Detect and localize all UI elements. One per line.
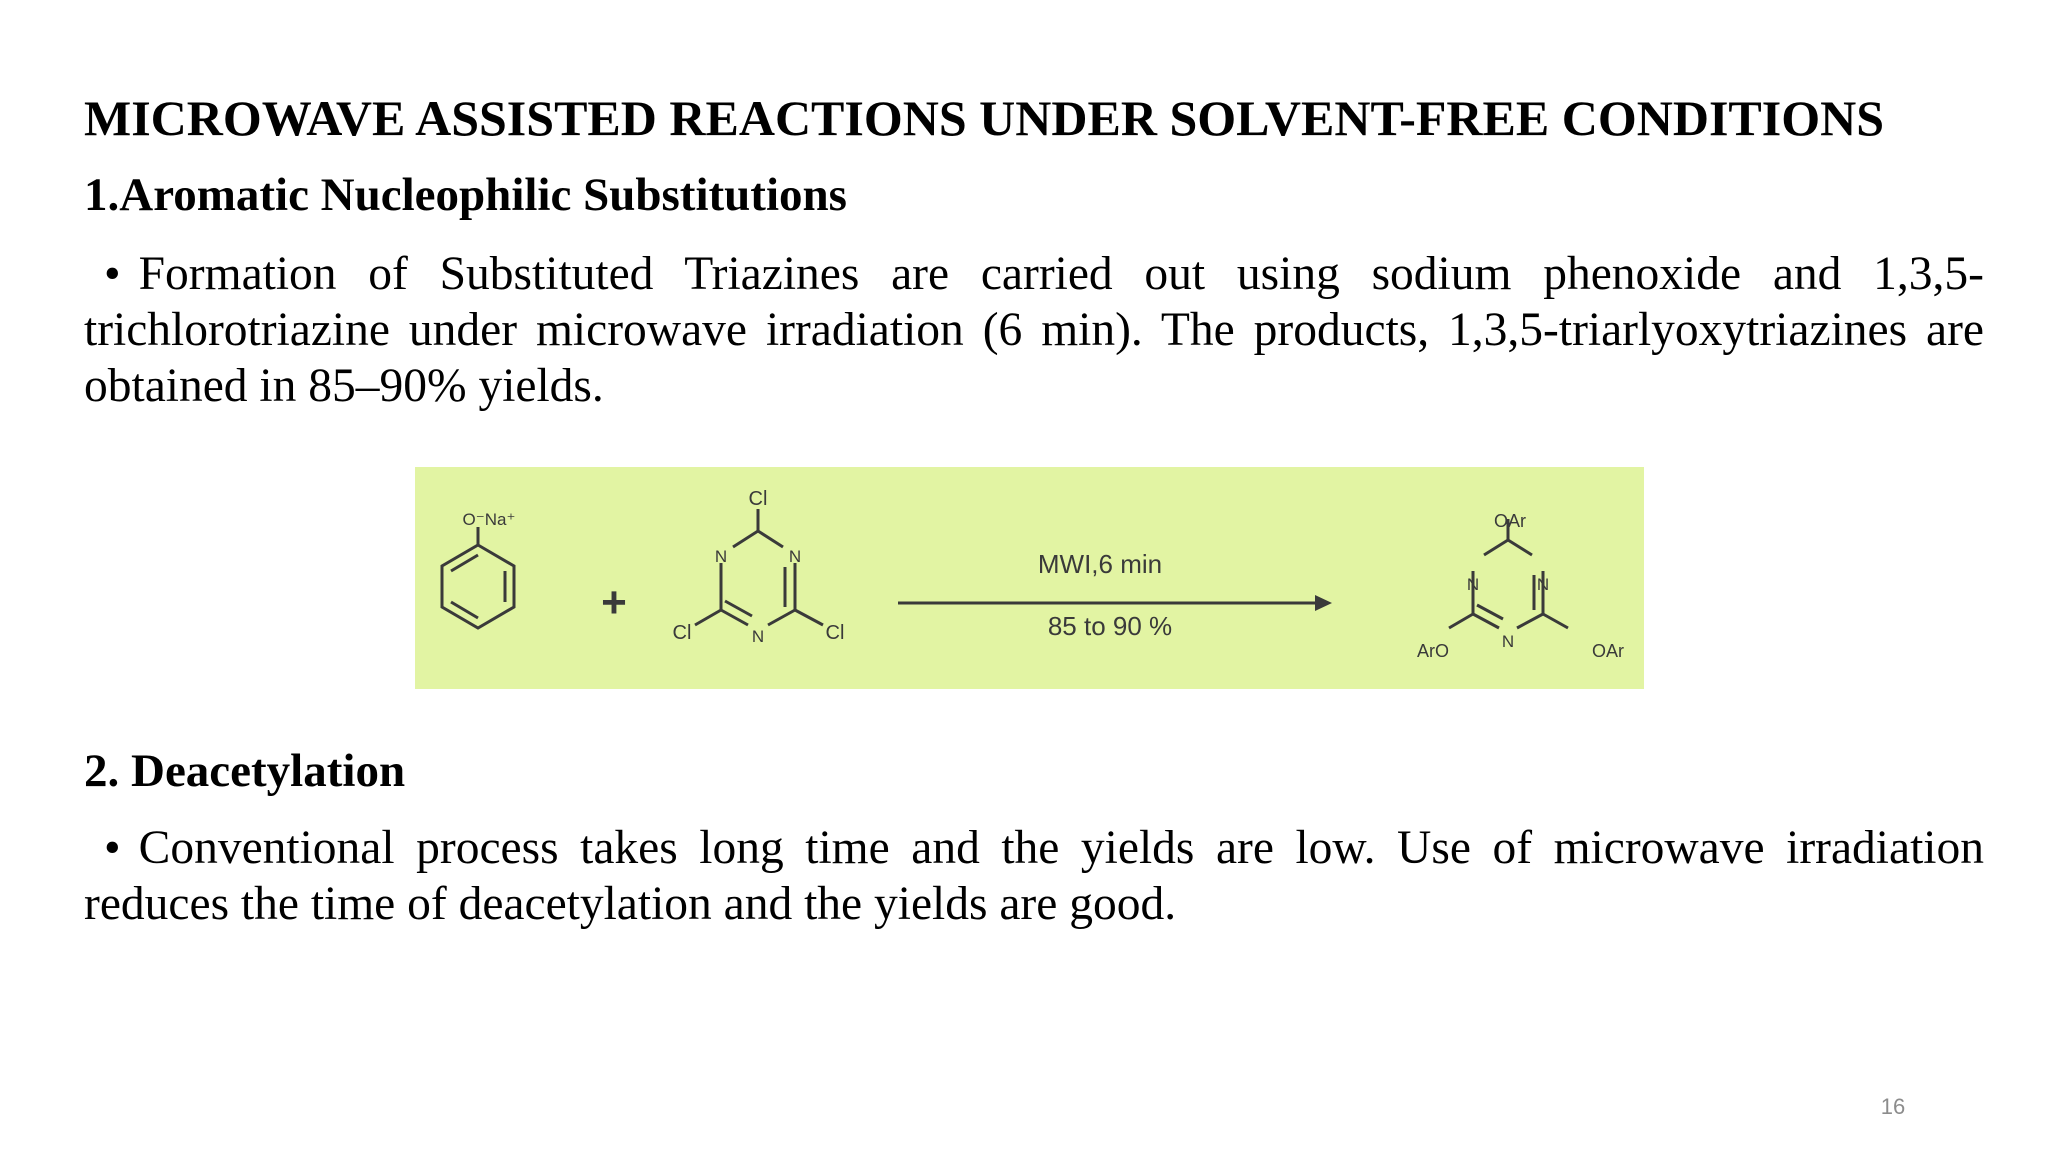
aro-left-label: ArO [1416,641,1450,661]
triazine-ring-product [1449,519,1568,628]
reaction-scheme [415,467,1644,689]
triazine-ring-reactant [695,509,823,625]
chlorine-right-label: Cl [825,622,845,644]
condition-yield-label: 85 to 90 % [1047,611,1173,641]
paragraph-text: Conventional process takes long time and the yields are low. Use of microwave irradiation reduces the time of deacetylation and the yields are good. [84,822,1984,930]
chlorine-left-label: Cl [672,622,692,644]
condition-time-label: MWI,6 min [1037,549,1163,579]
section-heading-deacetylation: 2. Deacetylation [84,745,406,797]
nitrogen-label: N [1536,575,1550,594]
page-number: 16 [1880,1094,1906,1119]
oar-right-label: OAr [1591,641,1625,661]
benzene-ring [442,527,514,628]
nitrogen-label: N [1501,632,1515,651]
oar-top-label: OAr [1493,511,1527,531]
section-heading-aromatic-substitution: 1.Aromatic Nucleophilic Substitutions [84,169,847,221]
bullet-marker: • [104,248,121,300]
paragraph-text: Formation of Substituted Triazines are carried out using sodium phenoxide and 1,3,5-trichlorotriazine under microwave irradiation (6 min). The products, 1,3,5-triarlyoxytriazines are obtained in 85–90% yields. [84,248,1984,412]
paragraph-triazines [84,246,1984,414]
chlorine-top-label: Cl [748,488,768,510]
slide-title: MICROWAVE ASSISTED REACTIONS UNDER SOLVENT-FREE CONDITIONS [84,90,1885,146]
nitrogen-label: N [788,547,802,566]
nitrogen-label: N [751,627,765,646]
plus-sign: + [601,578,627,627]
arrow-head [1315,595,1332,611]
nitrogen-label: N [1466,575,1480,594]
phenoxide-label: O⁻Na⁺ [462,510,516,529]
nitrogen-label: N [714,547,728,566]
paragraph-deacetylation [84,820,1984,932]
bullet-marker: • [104,822,121,874]
